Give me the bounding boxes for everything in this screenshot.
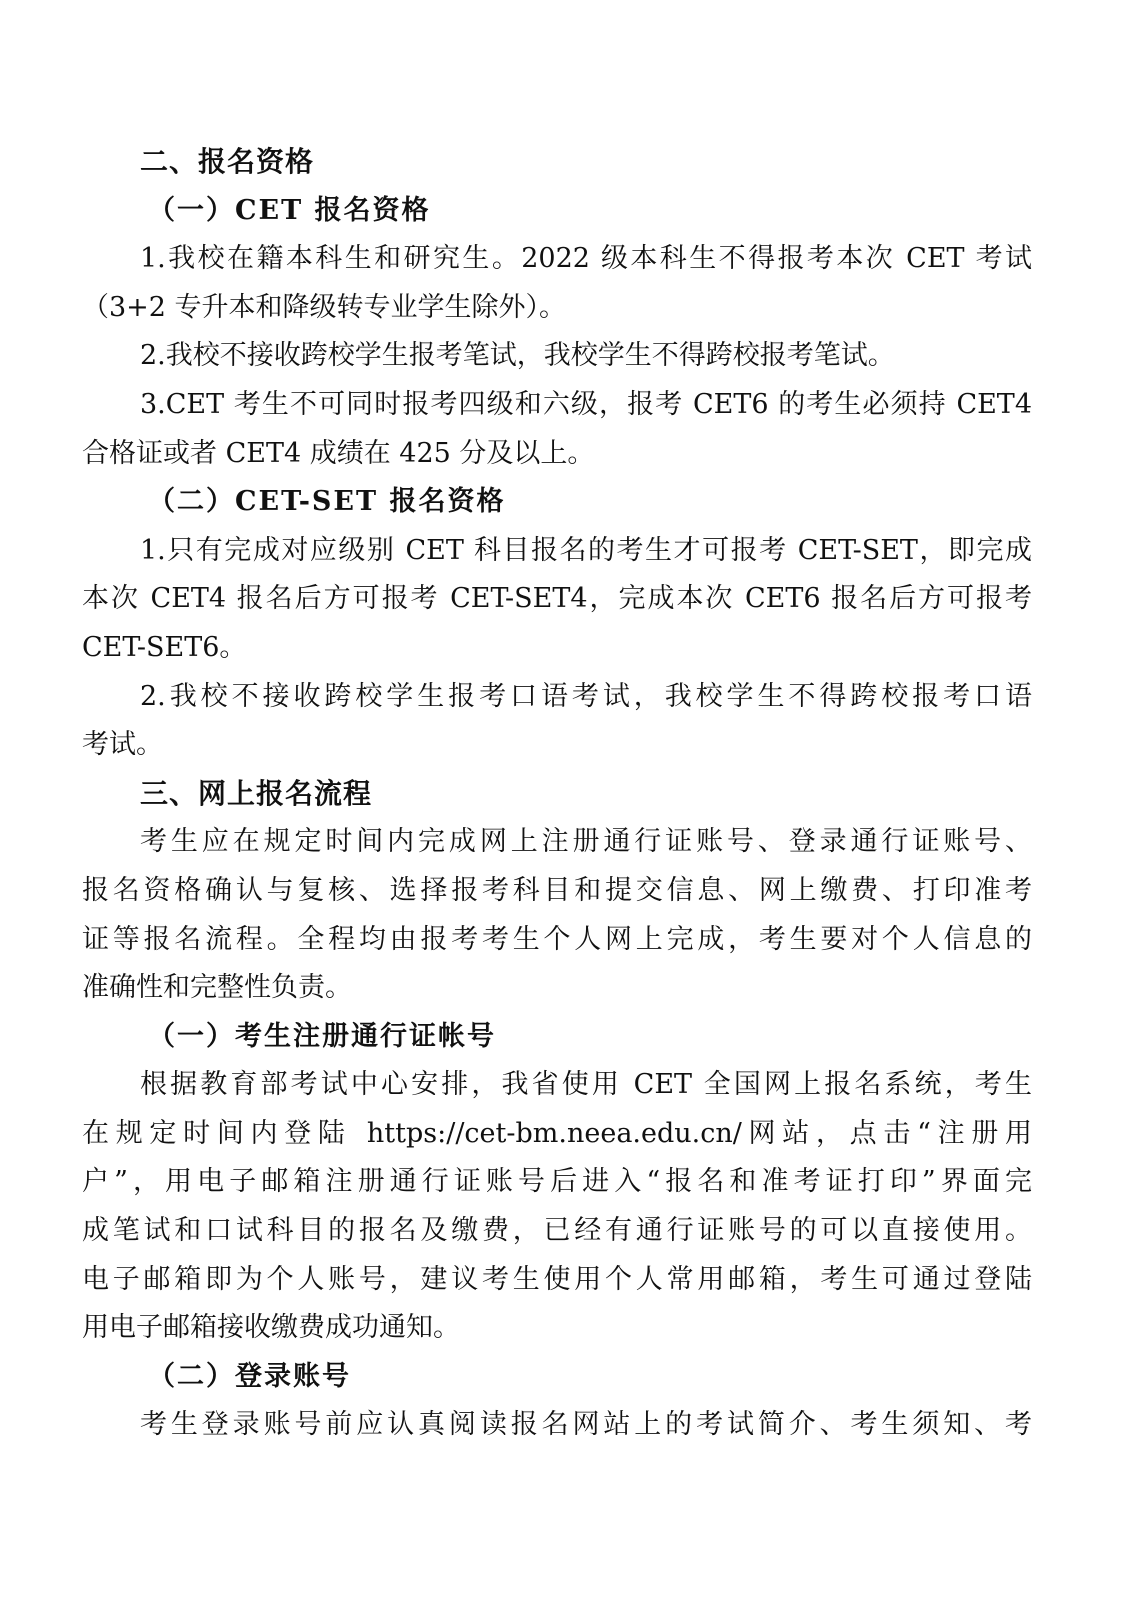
section-3-2-heading: （二）登录账号 — [148, 1360, 351, 1392]
paragraph-line: 2.我校不接收跨校学生报考笔试，我校学生不得跨校报考笔试。 — [140, 340, 895, 372]
paragraph-line: 在规定时间内登陆 https://cet-bm.neea.edu.cn/网站，点击“注册用 — [82, 1117, 1032, 1149]
section-2-1-heading: （一）CET 报名资格 — [148, 194, 431, 226]
paragraph-line: 合格证或者 CET4 成绩在 425 分及以上。 — [82, 437, 595, 469]
paragraph-line: 用电子邮箱接收缴费成功通知。 — [82, 1312, 460, 1344]
paragraph-line: 准确性和完整性负责。 — [82, 972, 352, 1004]
paragraph-line: 考试。 — [82, 729, 163, 761]
paragraph-line: （3+2 专升本和降级转专业学生除外）。 — [82, 291, 567, 323]
section-2-heading: 二、报名资格 — [140, 145, 315, 178]
paragraph-line: 本次 CET4 报名后方可报考 CET-SET4，完成本次 CET6 报名后方可报考 — [82, 583, 1032, 615]
paragraph-line: 报名资格确认与复核、选择报考科目和提交信息、网上缴费、打印准考 — [82, 874, 1032, 906]
document-page — [82, 138, 1032, 1450]
paragraph-line: 1.只有完成对应级别 CET 科目报名的考生才可报考 CET-SET，即完成 — [140, 534, 1032, 566]
paragraph-line: 电子邮箱即为个人账号，建议考生使用个人常用邮箱，考生可通过登陆 — [82, 1263, 1032, 1295]
paragraph-line: 1.我校在籍本科生和研究生。2022 级本科生不得报考本次 CET 考试 — [140, 243, 1032, 275]
paragraph-line: CET-SET6。 — [82, 631, 247, 663]
paragraph-line: 3.CET 考生不可同时报考四级和六级，报考 CET6 的考生必须持 CET4 — [140, 388, 1032, 420]
paragraph-line: 成笔试和口试科目的报名及缴费，已经有通行证账号的可以直接使用。 — [82, 1215, 1032, 1247]
paragraph-line: 根据教育部考试中心安排，我省使用 CET 全国网上报名系统，考生 — [140, 1069, 1032, 1101]
section-3-heading: 三、网上报名流程 — [140, 776, 373, 810]
paragraph-line: 2.我校不接收跨校学生报考口语考试，我校学生不得跨校报考口语 — [140, 680, 1032, 712]
paragraph-line: 考生登录账号前应认真阅读报名网站上的考试简介、考生须知、考 — [140, 1409, 1032, 1441]
section-3-1-heading: （一）考生注册通行证帐号 — [148, 1020, 496, 1052]
paragraph-line: 证等报名流程。全程均由报考考生个人网上完成，考生要对个人信息的 — [82, 923, 1032, 955]
paragraph-line: 户”，用电子邮箱注册通行证账号后进入“报名和准考证打印”界面完 — [82, 1166, 1032, 1198]
paragraph-line: 考生应在规定时间内完成网上注册通行证账号、登录通行证账号、 — [140, 826, 1032, 858]
section-2-2-heading: （二）CET-SET 报名资格 — [148, 486, 506, 518]
